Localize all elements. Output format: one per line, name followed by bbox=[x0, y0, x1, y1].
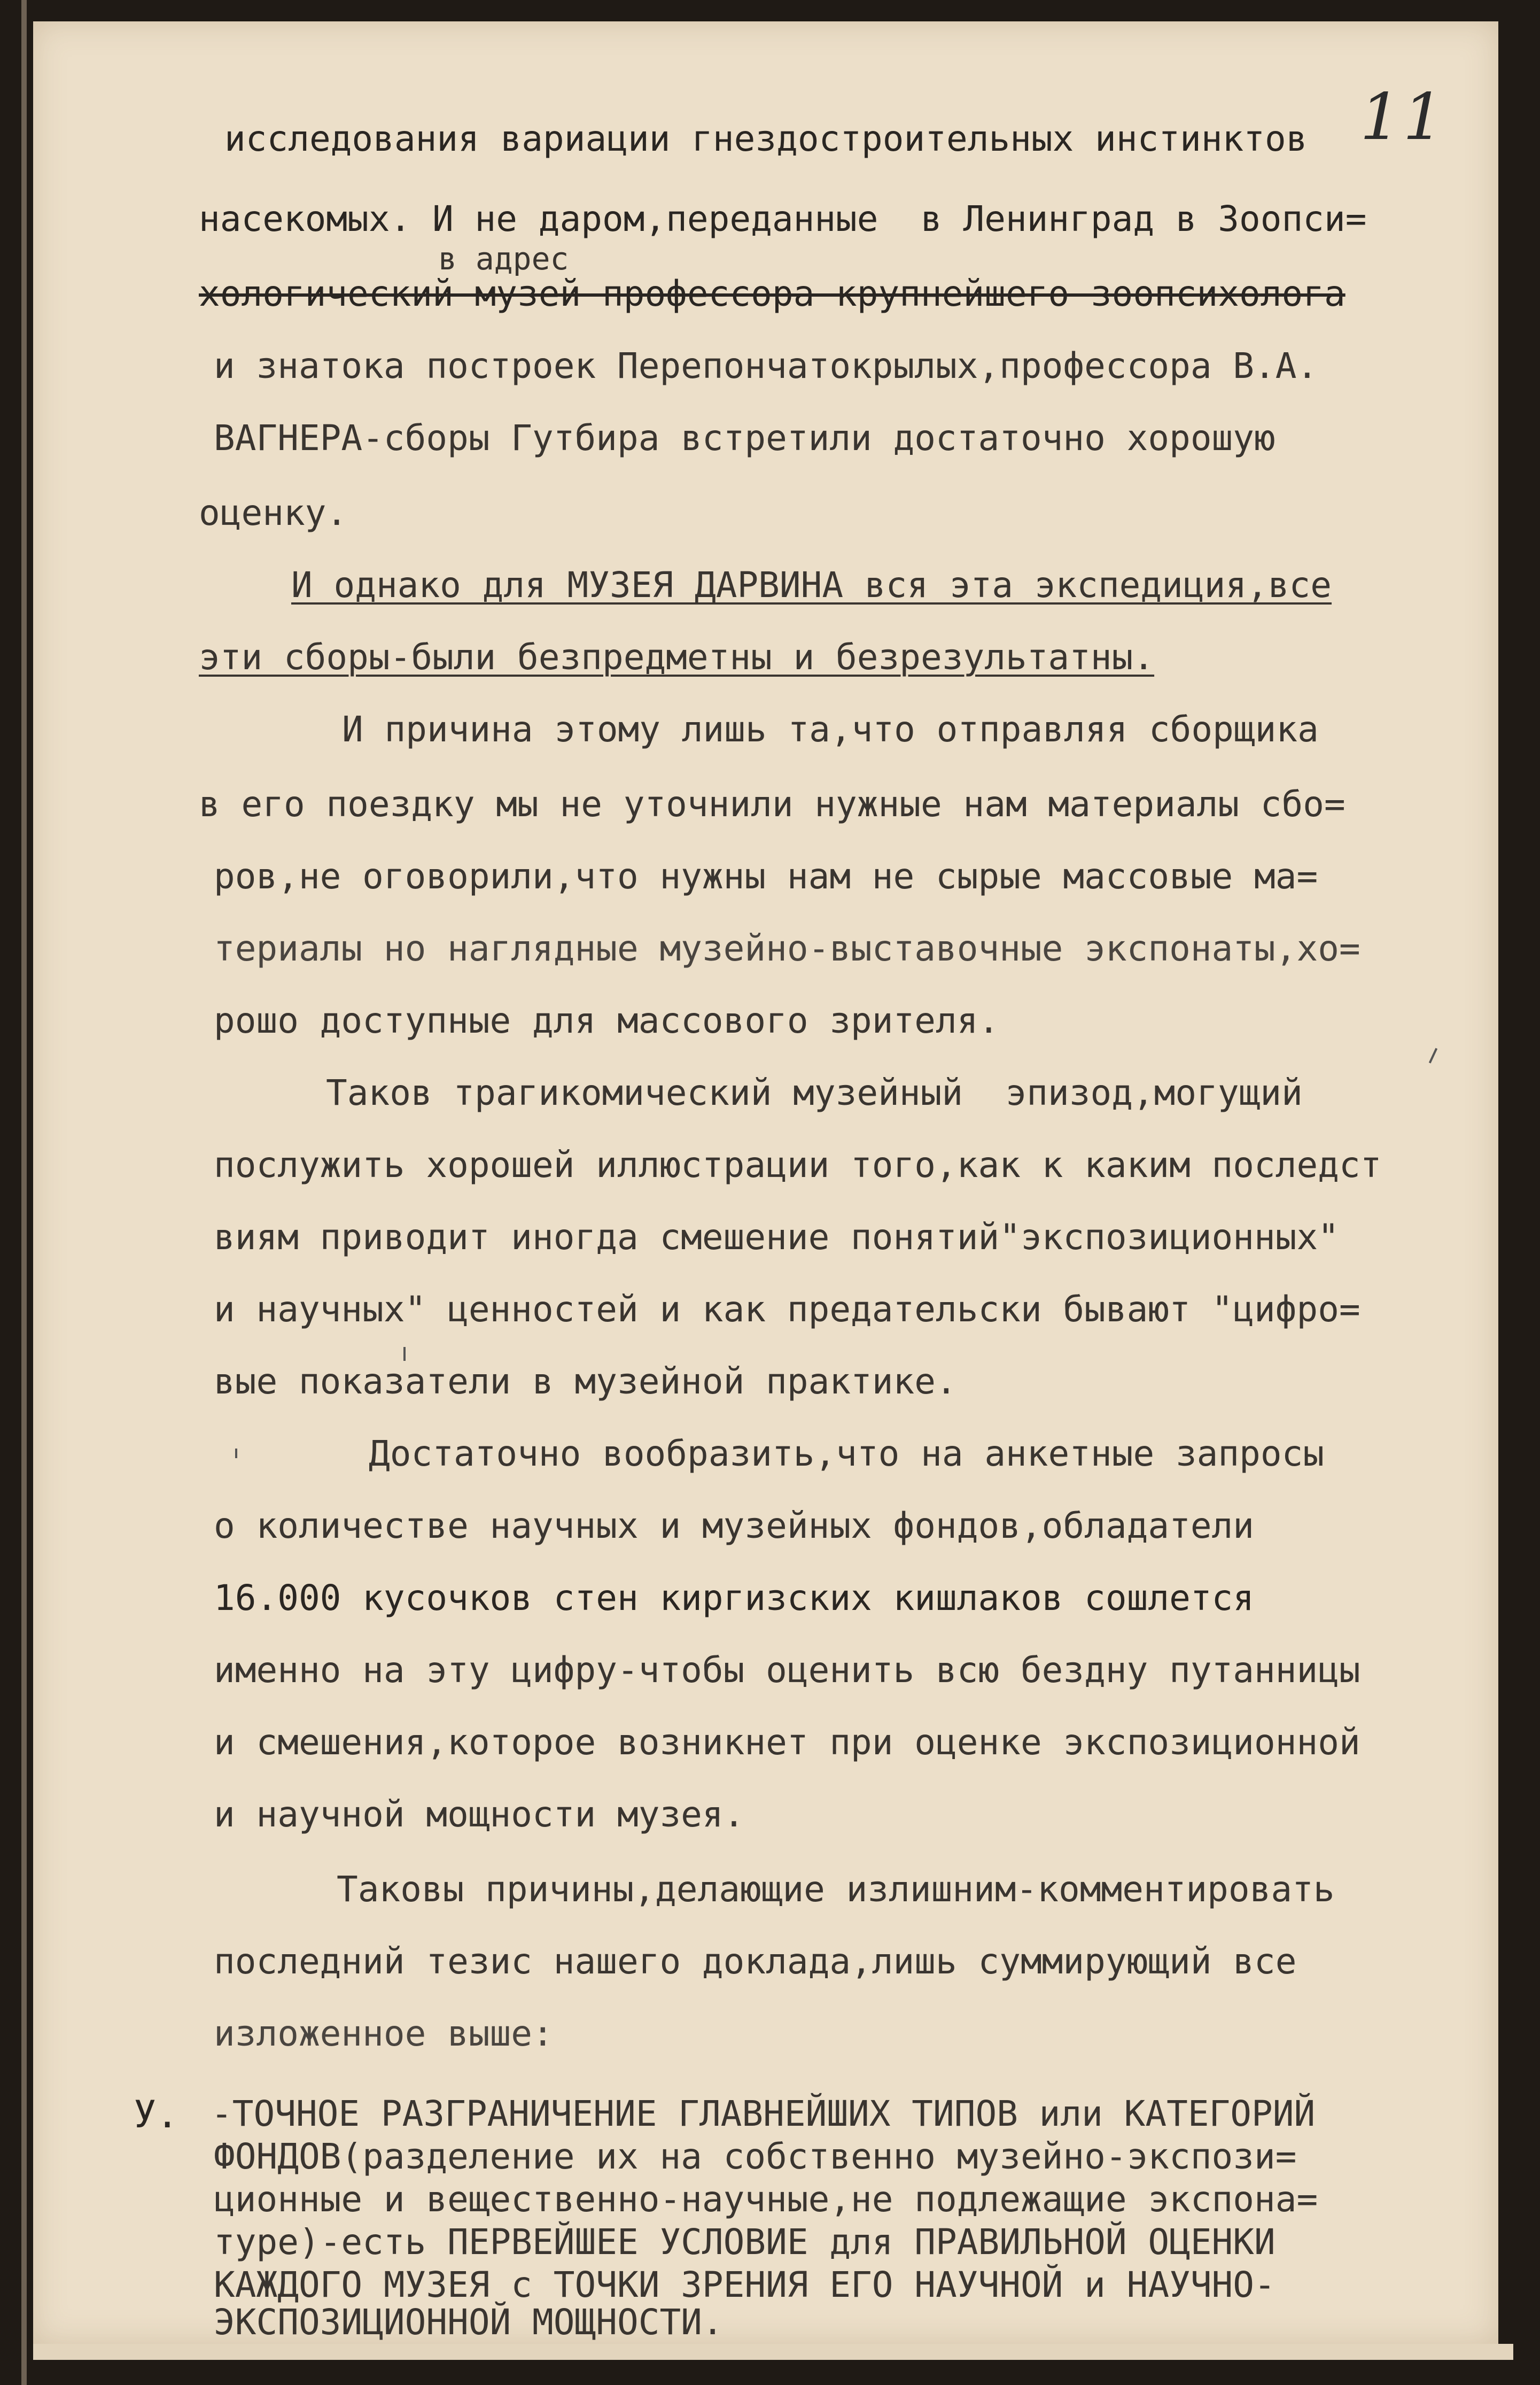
struck-text: хологический музей профессора крупнейшего зоопсихолога bbox=[199, 273, 1345, 314]
text-line: -ТОЧНОЕ РАЗГРАНИЧЕНИЕ ГЛАВНЕЙШИХ ТИПОВ или КАТЕГОРИЙ bbox=[211, 2093, 1316, 2134]
text-line: КАЖДОГО МУЗЕЯ с ТОЧКИ ЗРЕНИЯ ЕГО НАУЧНОЙ и НАУЧНО- bbox=[214, 2264, 1275, 2305]
text-line: Таков трагикомический музейный эпизод,могущий bbox=[326, 1072, 1303, 1113]
text-line: в его поездку мы не уточнили нужные нам материалы сбо= bbox=[199, 784, 1345, 825]
thesis-marker: У. bbox=[134, 2093, 179, 2136]
text-line: вые показатели в музейной практике. bbox=[214, 1361, 957, 1402]
text-line: Таковы причины,делающие излишним-комментировать bbox=[337, 1869, 1335, 1910]
text-line: изложенное выше: bbox=[214, 2013, 554, 2054]
pencil-tick bbox=[403, 1347, 406, 1361]
underlined-text: эти сборы-были безпредметны и безрезультатны. bbox=[199, 637, 1155, 678]
text-line: виям приводит иногда смешение понятий"экспозиционных" bbox=[214, 1217, 1339, 1258]
text-line: Достаточно вообразить,что на анкетные запросы bbox=[369, 1433, 1325, 1474]
text-line: ФОНДОВ(разделение их на собственно музейно-экспози= bbox=[214, 2136, 1297, 2177]
text-line: оценку. bbox=[199, 492, 348, 533]
text-line: и смешения,которое возникнет при оценке экспозиционной bbox=[214, 1722, 1360, 1763]
text-line: 16.000 кусочков стен киргизских кишлаков сошлется bbox=[214, 1577, 1255, 1619]
text-line: именно на эту цифру-чтобы оценить всю бездну путанницы bbox=[214, 1650, 1360, 1691]
text-line: туре)-есть ПЕРВЕЙШЕЕ УСЛОВИЕ для ПРАВИЛЬНОЙ ОЦЕНКИ bbox=[214, 2221, 1275, 2263]
text-line-struck bbox=[199, 273, 1345, 315]
text-line: послужить хорошей иллюстрации того,как к каким последст bbox=[214, 1144, 1382, 1186]
text-line: исследования вариации гнездостроительных инстинктов bbox=[224, 118, 1308, 159]
pencil-tick bbox=[235, 1449, 237, 1458]
text-line-underlined bbox=[199, 636, 1154, 679]
text-line: ционные и вещественно-научные,не подлежащие экспона= bbox=[214, 2179, 1318, 2220]
text-line: ров,не оговорили,что нужны нам не сырые массовые ма= bbox=[214, 856, 1318, 897]
text-line: ВАГНЕРА-сборы Гутбира встретили достаточно хорошую bbox=[214, 417, 1275, 459]
text-line: ЭКСПОЗИЦИОННОЙ МОЩНОСТИ. bbox=[214, 2302, 724, 2343]
underlined-text: И однако для МУЗЕЯ ДАРВИНА вся эта экспедиция,все bbox=[291, 564, 1332, 606]
text-line: о количестве научных и музейных фондов,обладатели bbox=[214, 1505, 1255, 1546]
text-line: насекомых. И не даром,переданные в Ленинград в Зоопси= bbox=[199, 198, 1367, 239]
text-line: последний тезис нашего доклада,лишь суммирующий все bbox=[214, 1941, 1297, 1982]
underlying-sheet-edge bbox=[33, 2344, 1513, 2360]
text-line: териалы но наглядные музейно-выставочные экспонаты,хо= bbox=[214, 928, 1360, 969]
text-line: и научных" ценностей и как предательски бывают "цифро= bbox=[214, 1289, 1360, 1330]
text-line-underlined bbox=[291, 564, 1332, 607]
text-line: и знатока построек Перепончатокрылых,профессора В.А. bbox=[214, 345, 1318, 386]
text-line: и научной мощности музея. bbox=[214, 1794, 745, 1835]
binding-edge bbox=[21, 0, 27, 2385]
text-line: рошо доступные для массового зрителя. bbox=[214, 1000, 1000, 1041]
handwritten-page-number: 11 bbox=[1360, 80, 1446, 154]
typed-insertion: в адрес bbox=[438, 241, 569, 277]
text-line: И причина этому лишь та,что отправляя сборщика bbox=[342, 709, 1319, 750]
